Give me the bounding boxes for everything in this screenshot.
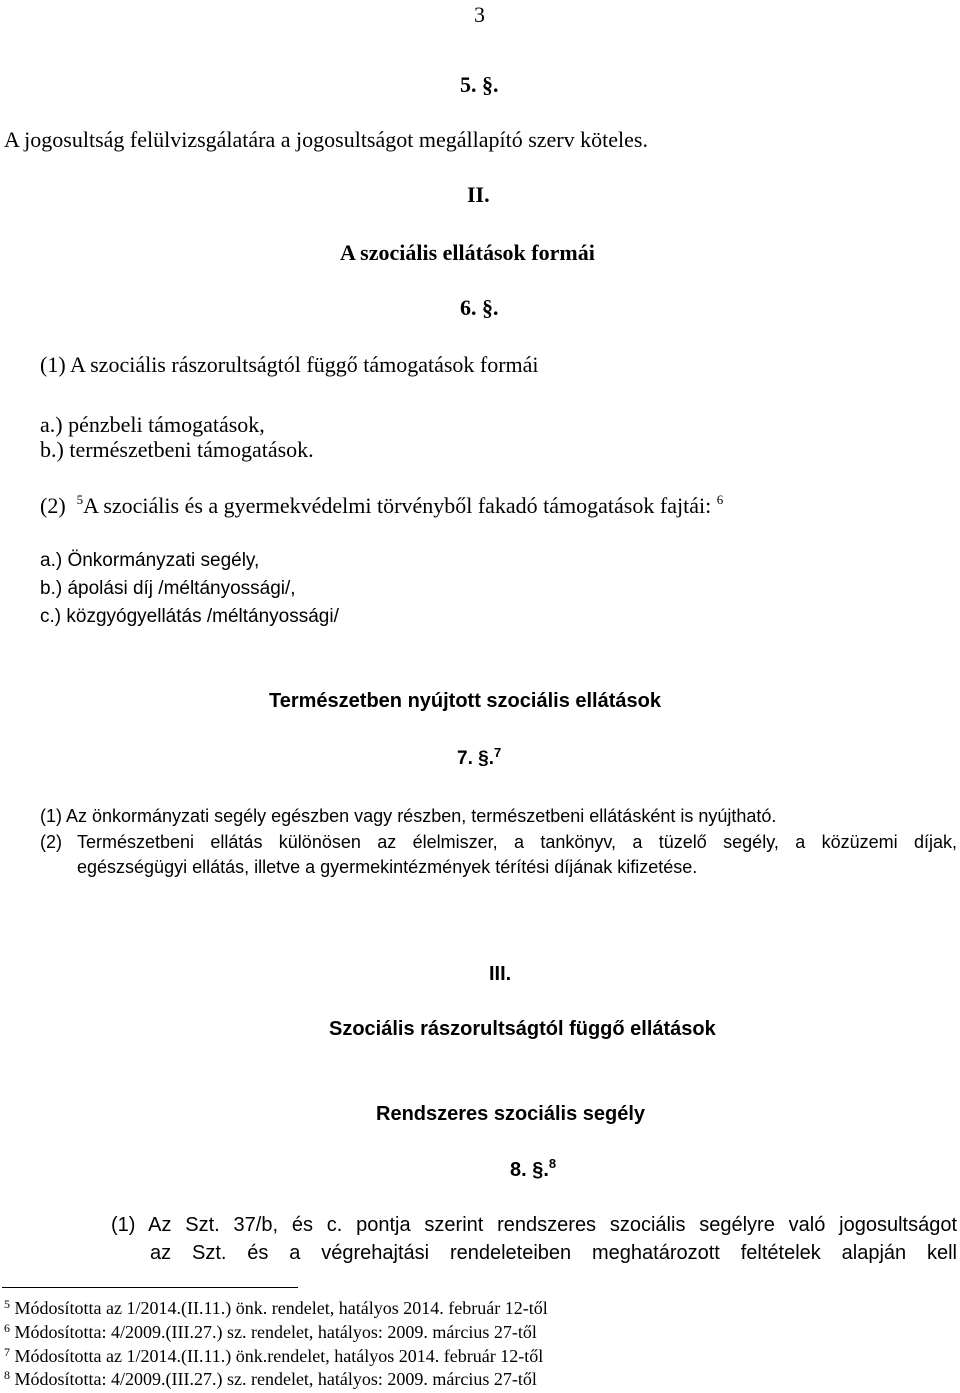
footnote-ref: 8 bbox=[548, 1156, 557, 1171]
section-7-label: 7. §. bbox=[457, 748, 494, 769]
footnote-number: 7 bbox=[4, 1345, 10, 1359]
footnote-text: Módosította az 1/2014.(II.11.) önk. rendelet, hatályos 2014. február 12-től bbox=[14, 1298, 548, 1318]
list-item: a.) Önkormányzati segély, bbox=[40, 550, 260, 571]
paragraph-number: (2) bbox=[40, 832, 62, 852]
chapter-3-subtitle: Rendszeres szociális segély bbox=[376, 1103, 646, 1125]
footnote-text: Módosította: 4/2009.(III.27.) sz. rendelet, hatályos: 2009. március 27-től bbox=[14, 1322, 537, 1342]
footnote-ref: 6 bbox=[716, 492, 724, 507]
section-7-paragraph-2-line-2: egészségügyi ellátás, illetve a gyermekintézmények térítési díjának kifizetése. bbox=[77, 857, 698, 877]
paragraph-number: (2) bbox=[40, 493, 66, 518]
chapter-2-title: A szociális ellátások formái bbox=[340, 240, 595, 265]
section-7-paragraph-1: (1) Az önkormányzati segély egészben vagy részben, természetbeni ellátásként is nyújtható. bbox=[40, 806, 777, 826]
justified-line: az Szt. és a végrehajtási rendeleteiben meghatározott feltételek alapján kell bbox=[150, 1242, 957, 1264]
section-6-heading: 6. §. bbox=[460, 295, 499, 320]
footnote-text: Módosította az 1/2014.(II.11.) önk.rendelet, hatályos 2014. február 12-től bbox=[14, 1346, 544, 1366]
section-5-text: A jogosultság felülvizsgálatára a jogosultságot megállapító szerv köteles. bbox=[4, 127, 648, 152]
section-8-paragraph-1-line-2 bbox=[150, 1241, 957, 1265]
paragraph-text: A szociális és a gyermekvédelmi törvényből fakadó támogatások fajtái: bbox=[83, 493, 712, 518]
section-7-paragraph-2-line-1 bbox=[77, 830, 957, 854]
footnote-number: 6 bbox=[4, 1321, 10, 1335]
section-6-paragraph-1: (1) A szociális rászorultságtól függő támogatások formái bbox=[40, 352, 539, 377]
footnote-number: 5 bbox=[4, 1297, 10, 1311]
footnote-separator bbox=[2, 1287, 298, 1288]
footnote-ref: 7 bbox=[493, 745, 502, 760]
page-number: 3 bbox=[474, 2, 485, 27]
chapter-2-roman: II. bbox=[467, 182, 490, 207]
section-8-label: 8. §. bbox=[510, 1159, 549, 1181]
footnote bbox=[4, 1345, 543, 1367]
footnote bbox=[4, 1297, 548, 1319]
section-5-heading: 5. §. bbox=[460, 72, 499, 97]
chapter-3-title: Szociális rászorultságtól függő ellátások bbox=[329, 1018, 716, 1040]
list-item: b.) ápolási díj /méltányossági/, bbox=[40, 578, 296, 599]
section-6-paragraph-2 bbox=[40, 493, 723, 519]
footnote bbox=[4, 1368, 537, 1390]
footnote-ref: 5 bbox=[76, 492, 84, 507]
footnote-text: Módosította: 4/2009.(III.27.) sz. rendelet, hatályos: 2009. március 27-től bbox=[14, 1369, 537, 1389]
list-item: a.) pénzbeli támogatások, bbox=[40, 412, 265, 437]
footnote bbox=[4, 1321, 537, 1343]
justified-line: (1) Az Szt. 37/b, és c. pontja szerint rendszeres szociális segélyre való jogosultságot bbox=[111, 1214, 957, 1236]
section-7-heading bbox=[457, 747, 501, 771]
list-item: c.) közgyógyellátás /méltányossági/ bbox=[40, 606, 339, 627]
chapter-3-roman: III. bbox=[489, 963, 512, 985]
list-item: b.) természetbeni támogatások. bbox=[40, 437, 314, 462]
section-8-heading bbox=[510, 1158, 556, 1182]
justified-line: Természetbeni ellátás különösen az élelmiszer, a tankönyv, a tüzelő segély, a közüzemi díjak, bbox=[77, 832, 957, 852]
footnote-number: 8 bbox=[4, 1368, 10, 1382]
section-8-paragraph-1-line-1 bbox=[111, 1213, 957, 1237]
kind-benefits-title: Természetben nyújtott szociális ellátások bbox=[269, 690, 661, 712]
